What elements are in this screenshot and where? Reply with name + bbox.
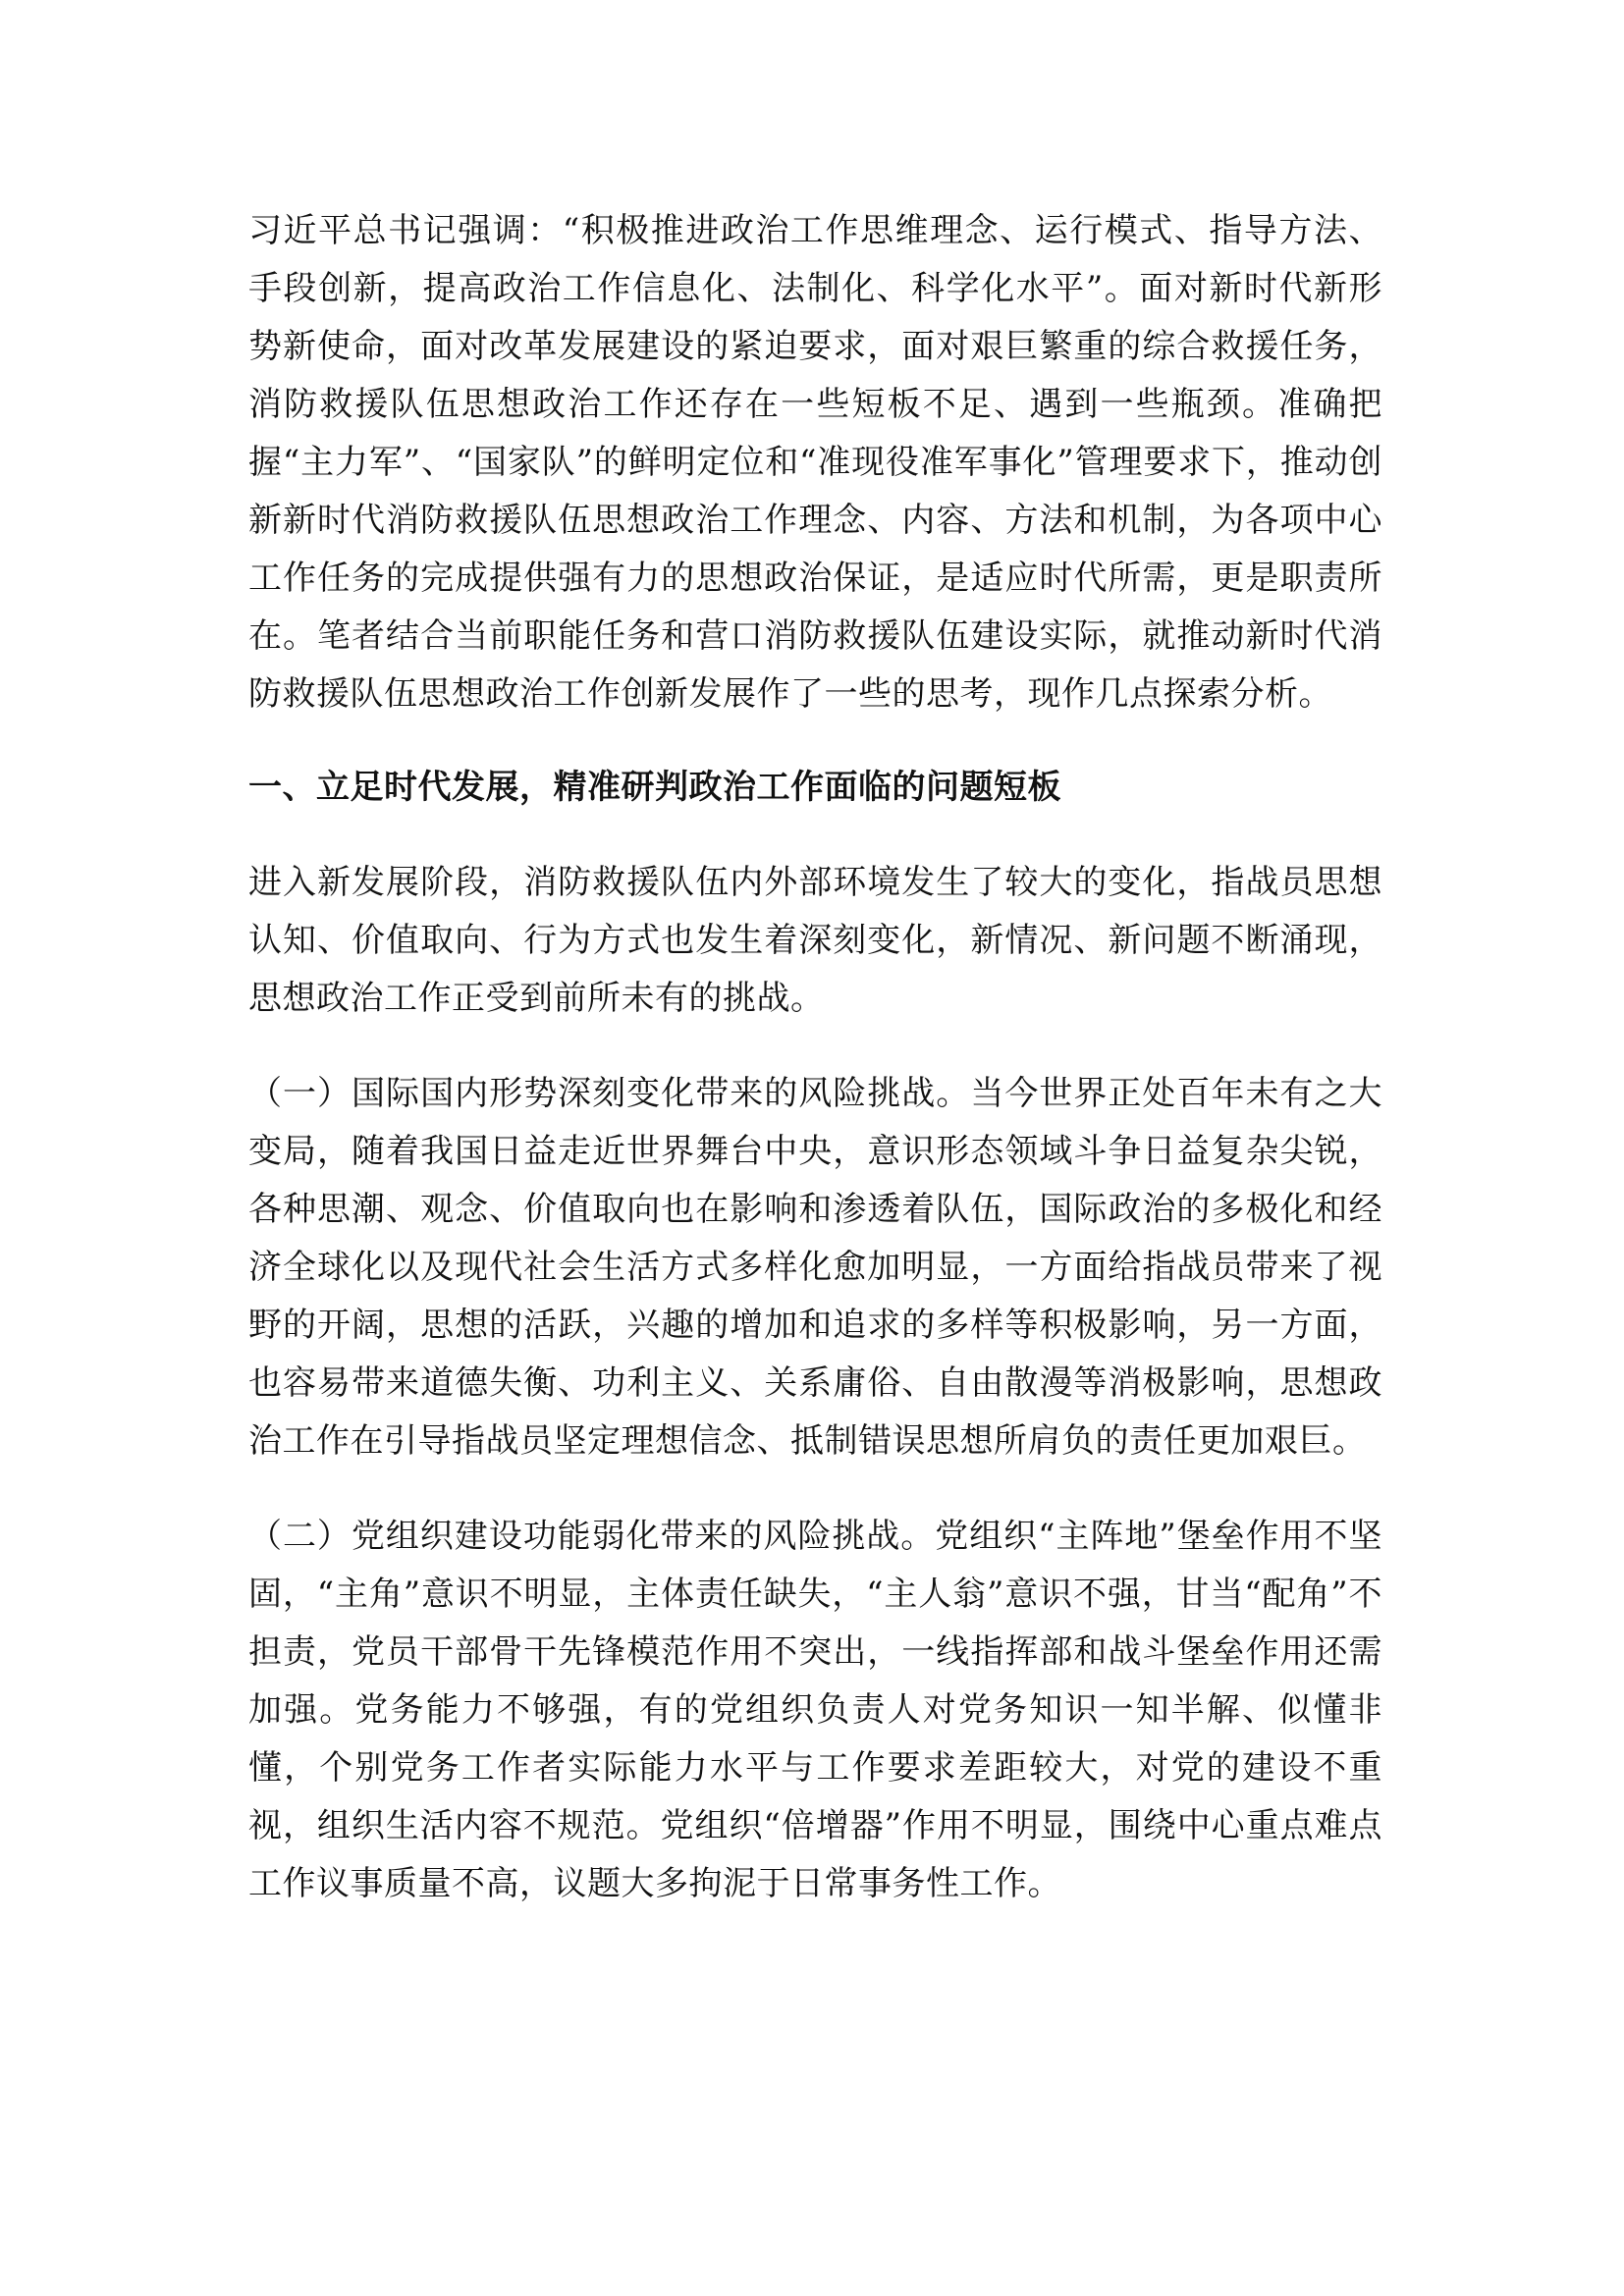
subsection2-paragraph: （二）党组织建设功能弱化带来的风险挑战。党组织“主阵地”堡垒作用不坚固，“主角”意识不明显，主体责任缺失，“主人翁”意识不强，甘当“配角”不担责，党员干部骨干先锋模范作用不突出，一线指挥部和战斗堡垒作用还需加强。党务能力不够强，有的党组织负责人对党务知识一知半解、似懂非懂，个别党务工作者实际能力水平与工作要求差距较大，对党的建设不重视，组织生活内容不规范。党组织“倍增器”作用不明显，围绕中心重点难点工作议事质量不高，议题大多拘泥于日常事务性工作。 — [248, 1517, 1382, 1903]
section-heading-1: 一、立足时代发展，精准研判政治工作面临的问题短板 — [248, 768, 1061, 807]
section1-paragraph: 进入新发展阶段，消防救援队伍内外部环境发生了较大的变化，指战员思想认知、价值取向、行为方式也发生着深刻变化，新情况、新问题不断涌现，思想政治工作正受到前所未有的挑战。 — [248, 863, 1382, 1018]
subsection1-paragraph: （一）国际国内形势深刻变化带来的风险挑战。当今世界正处百年未有之大变局，随着我国日益走近世界舞台中央，意识形态领域斗争日益复杂尖锐，各种思潮、观念、价值取向也在影响和渗透着队伍，国际政治的多极化和经济全球化以及现代社会生活方式多样化愈加明显，一方面给指战员带来了视野的开阔，思想的活跃，兴趣的增加和追求的多样等积极影响，另一方面，也容易带来道德失衡、功利主义、关系庸俗、自由散漫等消极影响，思想政治工作在引导指战员坚定理想信念、抵制错误思想所肩负的责任更加艰巨。 — [248, 1074, 1382, 1461]
intro-paragraph: 习近平总书记强调：“积极推进政治工作思维理念、运行模式、指导方法、手段创新，提高政治工作信息化、法制化、科学化水平”。面对新时代新形势新使命，面对改革发展建设的紧迫要求，面对艰巨繁重的综合救援任务，消防救援队伍思想政治工作还存在一些短板不足、遇到一些瓶颈。准确把握“主力军”、“国家队”的鲜明定位和“准现役准军事化”管理要求下，推动创新新时代消防救援队伍思想政治工作理念、内容、方法和机制，为各项中心工作任务的完成提供强有力的思想政治保证，是适应时代所需，更是职责所在。笔者结合当前职能任务和营口消防救援队伍建设实际，就推动新时代消防救援队伍思想政治工作创新发展作了一些的思考，现作几点探索分析。 — [248, 211, 1382, 714]
document-body — [248, 202, 1382, 1913]
